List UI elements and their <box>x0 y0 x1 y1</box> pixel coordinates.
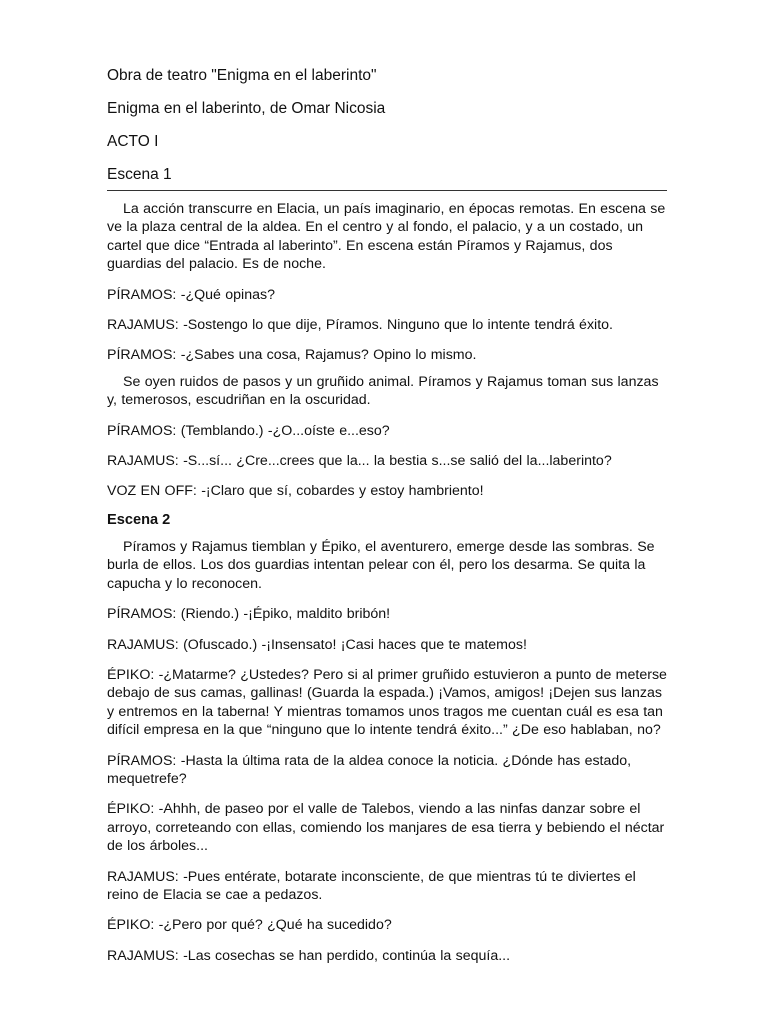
dialogue-line: VOZ EN OFF: -¡Claro que sí, cobardes y estoy hambriento! <box>107 483 484 500</box>
act-heading: ACTO I <box>107 133 159 150</box>
document-subtitle: Enigma en el laberinto, de Omar Nicosia <box>107 100 386 117</box>
scene-2-heading: Escena 2 <box>107 511 171 528</box>
stage-direction: Se oyen ruidos de pasos y un gruñido animal. Píramos y Rajamus toman sus lanzas y, temerosos, escudriñan en la oscuridad. <box>107 373 659 409</box>
dialogue-line: ÉPIKO: -¿Pero por qué? ¿Qué ha sucedido? <box>107 917 392 934</box>
dialogue-line: RAJAMUS: (Ofuscado.) -¡Insensato! ¡Casi haces que te matemos! <box>107 636 527 653</box>
scene-1-heading: Escena 1 <box>107 165 667 191</box>
dialogue-line: ÉPIKO: -¿Matarme? ¿Ustedes? Pero si al primer gruñido estuvieron a punto de meterse debajo de sus camas, gallinas! (Guarda la espada.) ¡Vamos, amigos! ¡Dejen sus lanzas y entremos en la taberna! Y mientras tomamos unos tragos me cuentan cuál es esa tan difícil empresa en la que “ninguno que lo intente tendrá éxito...” ¿De eso hablaban, no? <box>107 666 667 739</box>
document-title: Obra de teatro "Enigma en el laberinto" <box>107 67 377 84</box>
document-page <box>107 66 667 965</box>
dialogue-line: PÍRAMOS: -Hasta la última rata de la aldea conoce la noticia. ¿Dónde has estado, mequetrefe? <box>107 752 632 787</box>
dialogue-line: RAJAMUS: -Sostengo lo que dije, Píramos. Ninguno que lo intente tendrá éxito. <box>107 317 613 334</box>
dialogue-line: PÍRAMOS: (Riendo.) -¡Épiko, maldito bribón! <box>107 606 391 623</box>
dialogue-line: PÍRAMOS: -¿Sabes una cosa, Rajamus? Opino lo mismo. <box>107 347 477 364</box>
stage-direction: La acción transcurre en Elacia, un país imaginario, en épocas remotas. En escena se ve la plaza central de la aldea. En el centro y al fondo, el palacio, y a un costado, un cartel que dice “Entrada al laberinto”. En escena están Píramos y Rajamus, dos guardias del palacio. Es de noche. <box>107 201 666 273</box>
dialogue-line: PÍRAMOS: (Temblando.) -¿O...oíste e...eso? <box>107 422 390 439</box>
dialogue-line: RAJAMUS: -Pues entérate, botarate inconsciente, de que mientras tú te diviertes el reino de Elacia se cae a pedazos. <box>107 868 636 903</box>
dialogue-line: RAJAMUS: -Las cosechas se han perdido, continúa la sequía... <box>107 947 511 964</box>
dialogue-line: ÉPIKO: -Ahhh, de paseo por el valle de Talebos, viendo a las ninfas danzar sobre el arroyo, correteando con ellas, comiendo los manjares de esa tierra y bebiendo el néctar de los árboles... <box>107 801 665 855</box>
stage-direction: Píramos y Rajamus tiemblan y Épiko, el aventurero, emerge desde las sombras. Se burla de ellos. Los dos guardias intentan pelear con él, pero los desarma. Se quita la capucha y lo reconocen. <box>107 538 655 592</box>
dialogue-line: PÍRAMOS: -¿Qué opinas? <box>107 286 275 303</box>
dialogue-line: RAJAMUS: -S...sí... ¿Cre...crees que la... la bestia s...se salió del la...laberinto? <box>107 453 612 470</box>
